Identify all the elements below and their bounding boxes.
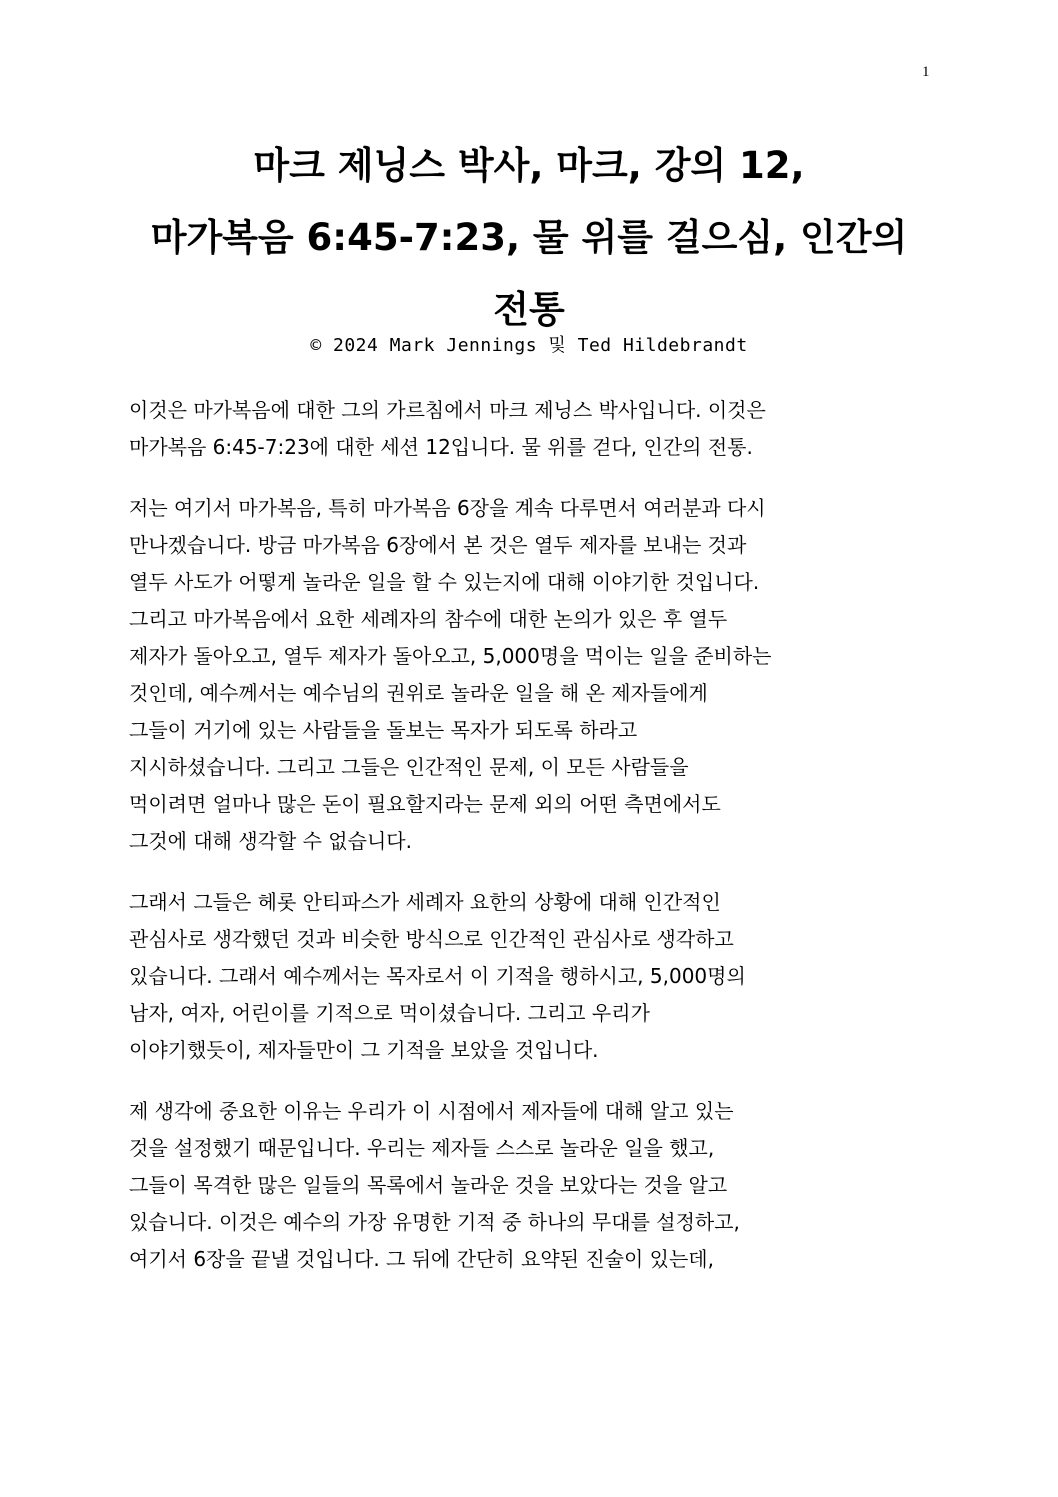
text-line: 만나겠습니다. 방금 마가복음 6장에서 본 것은 열두 제자를 보내는 것과: [129, 533, 747, 557]
text-line: 먹이려면 얼마나 많은 돈이 필요할지라는 문제 외의 어떤 측면에서도: [129, 792, 721, 816]
paragraph-4: [129, 1093, 929, 1278]
text-line: 그들이 목격한 많은 일들의 목록에서 놀라운 것을 보았다는 것을 알고: [129, 1173, 728, 1197]
paragraph-2: [129, 490, 929, 860]
text-line: 열두 사도가 어떻게 놀라운 일을 할 수 있는지에 대해 이야기한 것입니다.: [129, 570, 760, 594]
text-line: 그래서 그들은 헤롯 안티파스가 세례자 요한의 상황에 대해 인간적인: [129, 890, 721, 914]
document-title: [0, 130, 1058, 346]
text-line: 제 생각에 중요한 이유는 우리가 이 시점에서 제자들에 대해 알고 있는: [129, 1099, 734, 1123]
text-line: 것인데, 예수께서는 예수님의 권위로 놀라운 일을 해 온 제자들에게: [129, 681, 708, 705]
copyright-notice: © 2024 Mark Jennings 및 Ted Hildebrandt: [310, 335, 748, 356]
text-line: 그들이 거기에 있는 사람들을 돌보는 목자가 되도록 하라고: [129, 718, 638, 742]
text-line: 제자가 돌아오고, 열두 제자가 돌아오고, 5,000명을 먹이는 일을 준비하는: [129, 644, 772, 668]
text-line: 관심사로 생각했던 것과 비슷한 방식으로 인간적인 관심사로 생각하고: [129, 927, 734, 951]
text-line: 있습니다. 이것은 예수의 가장 유명한 기적 중 하나의 무대를 설정하고,: [129, 1210, 740, 1234]
title-line: 전통: [493, 288, 565, 331]
title-line: 마가복음 6:45-7:23, 물 위를 걸으심, 인간의: [150, 216, 908, 259]
text-line: 저는 여기서 마가복음, 특히 마가복음 6장을 계속 다루면서 여러분과 다시: [129, 496, 766, 520]
text-line: 그것에 대해 생각할 수 없습니다.: [129, 829, 412, 853]
text-line: 것을 설정했기 때문입니다. 우리는 제자들 스스로 놀라운 일을 했고,: [129, 1136, 715, 1160]
title-line: 마크 제닝스 박사, 마크, 강의 12,: [253, 144, 805, 187]
text-line: 지시하셨습니다. 그리고 그들은 인간적인 문제, 이 모든 사람들을: [129, 755, 689, 779]
text-line: 그리고 마가복음에서 요한 세례자의 참수에 대한 논의가 있은 후 열두: [129, 607, 728, 631]
text-line: 이야기했듯이, 제자들만이 그 기적을 보았을 것입니다.: [129, 1038, 599, 1062]
text-line: 남자, 여자, 어린이를 기적으로 먹이셨습니다. 그리고 우리가: [129, 1001, 650, 1025]
text-line: 마가복음 6:45-7:23에 대한 세션 12입니다. 물 위를 걷다, 인간의 전통.: [129, 435, 753, 459]
page-number: 1: [922, 64, 930, 80]
text-line: 있습니다. 그래서 예수께서는 목자로서 이 기적을 행하시고, 5,000명의: [129, 964, 746, 988]
body-text: [129, 392, 929, 1302]
paragraph-intro: [129, 392, 929, 466]
text-line: 이것은 마가복음에 대한 그의 가르침에서 마크 제닝스 박사입니다. 이것은: [129, 398, 766, 422]
text-line: 여기서 6장을 끝낼 것입니다. 그 뒤에 간단히 요약된 진술이 있는데,: [129, 1247, 714, 1271]
paragraph-3: [129, 884, 929, 1069]
